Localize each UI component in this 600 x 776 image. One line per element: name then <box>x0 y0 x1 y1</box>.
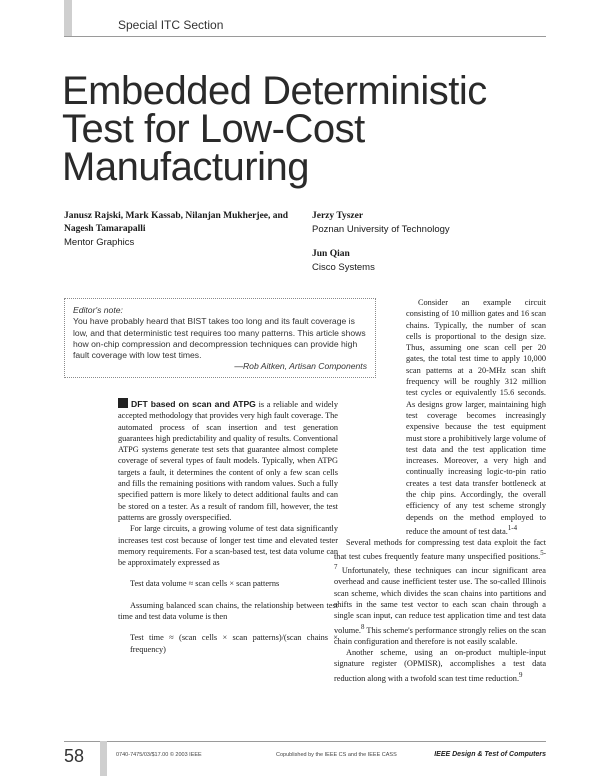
author-group-3 <box>312 248 512 274</box>
article-title: Embedded Deterministic Test for Low-Cost Manufacturing <box>62 69 487 189</box>
drop-square-icon <box>118 398 128 408</box>
body-column-right <box>334 297 546 684</box>
author-affiliation: Mentor Graphics <box>64 237 135 248</box>
lead-in: DFT based on scan and ATPG <box>131 399 256 409</box>
paragraph: Assuming balanced scan chains, the relationship between test time and test data volume is then <box>118 600 338 622</box>
citation: 9 <box>519 671 523 679</box>
author-group-1 <box>64 210 304 249</box>
editor-note-signature: —Rob Aitken, Artisan Components <box>234 361 367 372</box>
section-rule <box>64 36 546 37</box>
citation: 5-7 <box>334 550 546 572</box>
editor-note <box>64 298 376 378</box>
page-number: 58 <box>64 746 85 766</box>
editor-note-body: You have probably heard that BIST takes too long and its fault coverage is low, and that deterministic test requires too many patterns. This article shows how on-chip compression and decompression techniques can provide high fault coverage with low test times. <box>73 316 366 361</box>
citation: 8 <box>360 623 365 631</box>
paragraph: Several methods for compressing test data exploit the fact that test cubes frequently feature many unspecified positions.$^{5-7}$ Unfortunately, these techniques can incur significant area overhead and cause inefficient tester use. The so-called Illinois scan scheme, which divides the scan chains into partitions and shifts in the same test vector to each scan chain through a single scan input, can reduce test application time and test data volume.$^8$ This scheme's performance strongly relies on the scan chain configuration and therefore is not easily scalable. <box>334 538 546 646</box>
author-names: Jun Qian <box>312 249 350 259</box>
section-label: Special ITC Section <box>118 18 224 32</box>
author-names: Jerzy Tyszer <box>312 211 364 221</box>
section-bar <box>64 0 72 36</box>
paragraph: For large circuits, a growing volume of test data significantly increases test cost because of longer test time and elevated tester memory requirements. For a scan-based test, test data volume can be approximately expressed as <box>118 524 338 568</box>
editor-note-heading: Editor's note: <box>73 305 123 315</box>
footer-code: 0740-7475/03/$17.00 © 2003 IEEE <box>116 752 202 758</box>
journal-name: IEEE Design & Test of Computers <box>434 751 546 758</box>
author-group-2 <box>312 210 512 236</box>
footer-rule <box>64 741 546 742</box>
paragraph: DFT based on scan and ATPG is a reliable and widely accepted methodology that provides very high fault coverage. The automated process of scan insertion and test generation guarantees high predictability and quality of results. Conventional ATPG systems generate test sets that guarantee almost complete coverage of several types of fault models. Typically, when ATPG targets a fault, it determines the content of only a few scan cells and fills the remaining positions with random values. Such a fully specified pattern is more likely to detect additional faults and can be stored on a tester. As a result of random fill, however, the test patterns are grossly overspecified. <box>118 399 338 522</box>
body-column-left <box>118 398 338 665</box>
author-affiliation: Cisco Systems <box>312 262 375 273</box>
paragraph: Another scheme, using an on-product multiple-input signature register (OPMISR), accomplishes a test data reduction along with a twofold scan test time reduction.$^9$ <box>334 647 546 683</box>
author-affiliation: Poznan University of Technology <box>312 224 450 235</box>
paragraph: Consider an example circuit consisting of 10 million gates and 16 scan chains. Typically, the number of scan cells is proportional to the design size. Thus, assuming one scan cell per 20 gates, the total test time to apply 10,000 scan patterns at a 20-MHz scan shift frequency will be roughly 312 million test cycles or equivalently 15.6 seconds. As designs grow larger, maintaining high test coverage becomes increasingly expensive because the test equipment must store a prohibitively large volume of test data and the test application time increases. Moreover, a very high and continually increasing logic-to-pin ratio creates a test data transfer bottleneck at the chip pins. Accordingly, the overall efficiency of any test scheme strongly depends on the method employed to reduce the amount of test data.$^{1-4}$ <box>406 298 546 536</box>
page-bar <box>100 741 107 776</box>
equation: Test time ≈ (scan cells × scan patterns)/(scan chains × frequency) <box>130 633 338 654</box>
footer-copyright: Copublished by the IEEE CS and the IEEE CASS <box>276 752 397 758</box>
citation: 1-4 <box>507 524 518 532</box>
author-names: Janusz Rajski, Mark Kassab, Nilanjan Mukherjee, and Nagesh Tamarapalli <box>64 211 289 234</box>
equation: Test data volume ≈ scan cells × scan patterns <box>130 579 280 589</box>
